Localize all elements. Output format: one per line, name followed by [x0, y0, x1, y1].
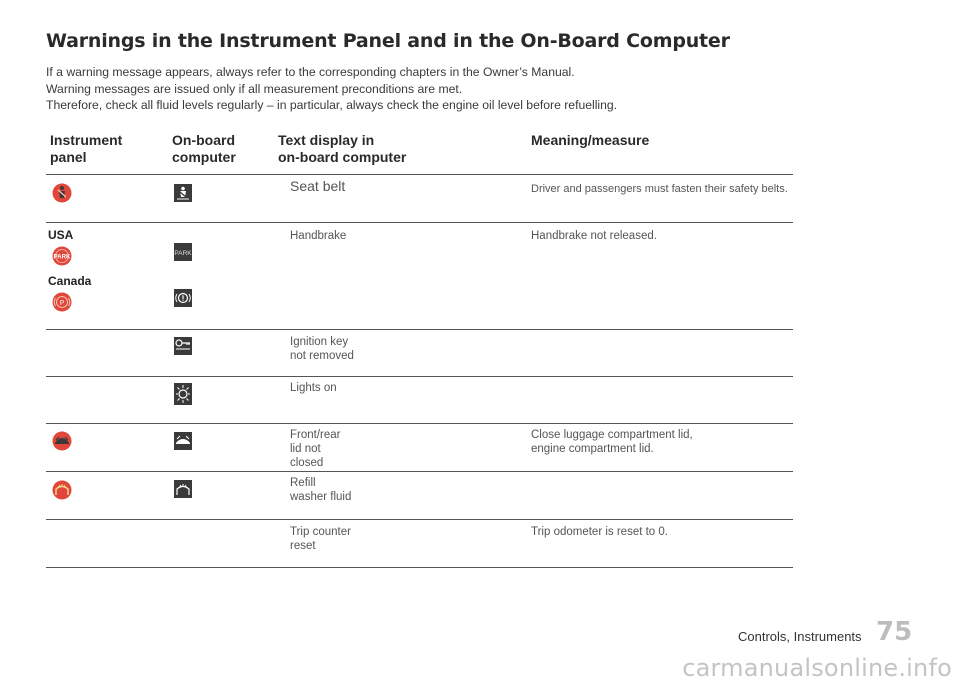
lid-open-display-icon: [174, 432, 192, 455]
row-text-handbrake: Handbrake: [290, 230, 347, 242]
table-rule: [46, 376, 793, 377]
lid-open-warning-icon: [52, 431, 72, 456]
header-meaning: Meaning/measure: [531, 132, 650, 148]
row-text-trip-counter: Trip counter reset: [290, 526, 351, 552]
intro-line: Warning messages are issued only if all measurement preconditions are met.: [46, 81, 463, 96]
region-label-canada: Canada: [48, 274, 92, 288]
svg-text:PARK: PARK: [174, 250, 192, 257]
region-label-usa: USA: [48, 228, 74, 242]
header-text-display: Text display in on-board computer: [278, 132, 407, 165]
page-title: Warnings in the Instrument Panel and in the On-Board Computer: [46, 30, 730, 52]
table-rule: [46, 174, 793, 175]
row-text-lights-on: Lights on: [290, 382, 337, 394]
intro-line: If a warning message appears, always refer to the corresponding chapters in the Owner’s Manual.: [46, 65, 575, 79]
row-text-lid: Front/rear lid not closed: [290, 429, 341, 469]
park-display-icon: [174, 243, 192, 266]
table-rule: [46, 519, 793, 520]
page-number: 75: [876, 617, 913, 647]
row-meaning-lid: Close luggage compartment lid, engine compartment lid.: [531, 429, 693, 455]
watermark: carmanualsonline.info: [682, 654, 952, 682]
seat-belt-warning-icon: [52, 183, 72, 208]
canada-brake-warning-icon: [52, 292, 72, 317]
table-rule: [46, 423, 793, 424]
table-rule: [46, 471, 793, 472]
row-text-ignition-key: Ignition key not removed: [290, 336, 354, 362]
lights-on-display-icon: [174, 383, 192, 410]
row-meaning-seat-belt: Driver and passengers must fasten their safety belts.: [531, 183, 788, 195]
row-meaning-trip-counter: Trip odometer is reset to 0.: [531, 526, 668, 538]
brake-display-icon: [174, 289, 192, 312]
park-brake-warning-icon: [52, 246, 72, 271]
row-meaning-handbrake: Handbrake not released.: [531, 230, 657, 242]
footer-section-label: Controls, Instruments: [738, 629, 862, 644]
ignition-key-display-icon: [174, 337, 192, 360]
svg-text:P: P: [59, 299, 65, 307]
svg-text:PARK: PARK: [53, 253, 71, 261]
row-text-washer-fluid: Refill washer fluid: [290, 477, 352, 503]
intro-text: [46, 64, 617, 114]
table-rule: [46, 222, 793, 223]
intro-line: Therefore, check all fluid levels regularly – in particular, always check the engine oil level before refuelling.: [46, 98, 618, 112]
row-text-seat-belt: Seat belt: [290, 178, 346, 194]
header-onboard-computer: On-board computer: [172, 132, 236, 165]
washer-fluid-display-icon: [174, 480, 192, 503]
table-rule: [46, 329, 793, 330]
washer-fluid-warning-icon: [52, 480, 72, 505]
header-instrument-panel: Instrument panel: [50, 132, 123, 165]
seat-belt-display-icon: [174, 184, 192, 207]
table-rule: [46, 567, 793, 568]
